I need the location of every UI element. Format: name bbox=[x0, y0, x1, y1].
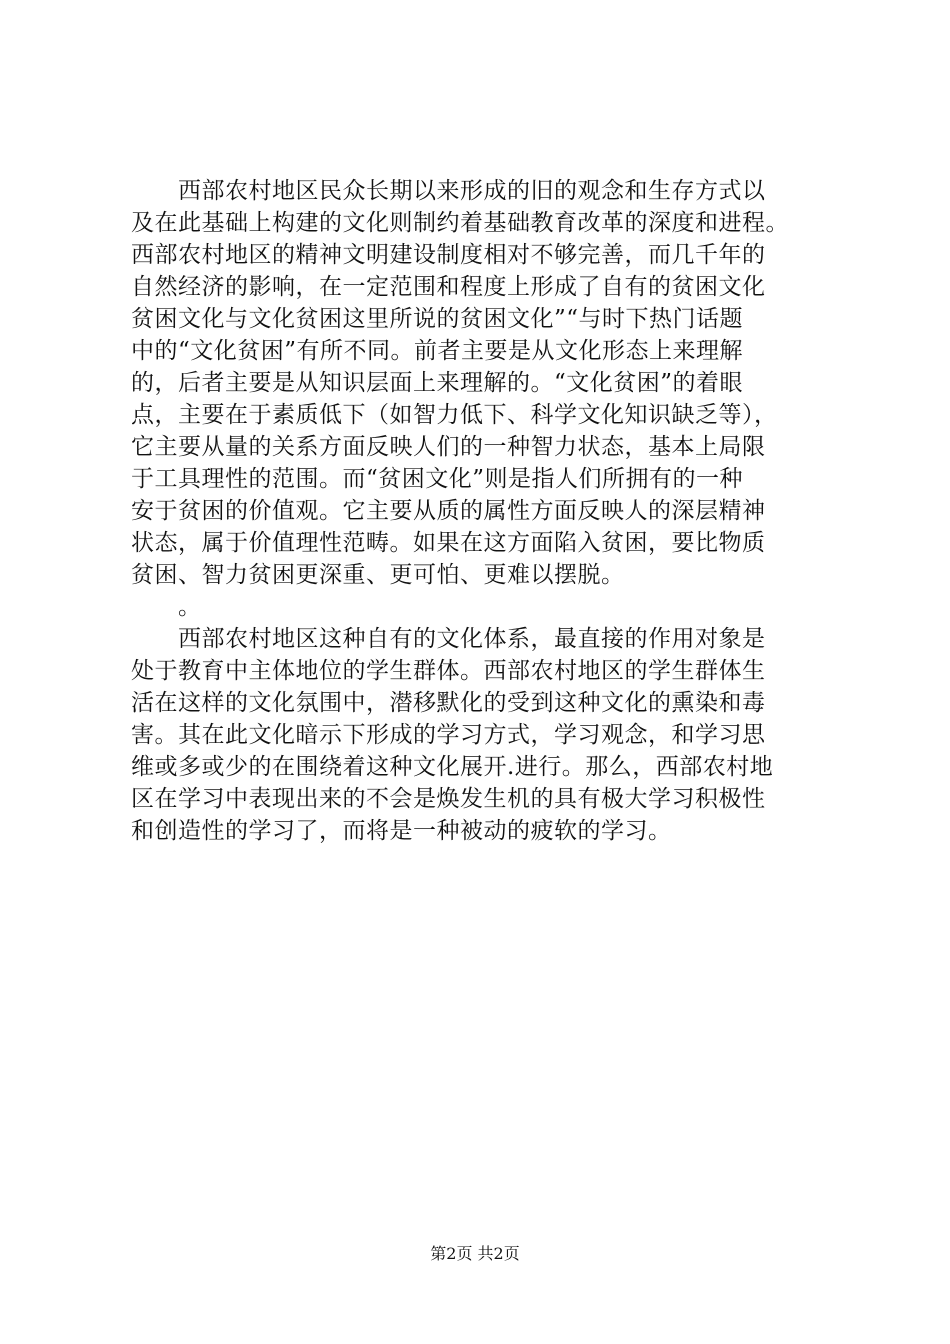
text-line: 害。其在此文化暗示下形成的学习方式，学习观念，和学习思 bbox=[131, 722, 766, 748]
body-text bbox=[131, 175, 833, 847]
paragraph-1 bbox=[131, 175, 833, 623]
text-line: 贫困、智力贫困更深重、更可怕、更难以摆脱。 bbox=[131, 562, 625, 588]
page-footer bbox=[0, 1244, 950, 1264]
text-line: 西部农村地区的精神文明建设制度相对不够完善，而几千年的 bbox=[131, 242, 766, 268]
text-line: 贫困文化与文化贫困这里所说的贫困文化”“与时下热门话题 bbox=[131, 306, 744, 332]
page-number: 第2页 共2页 bbox=[430, 1244, 520, 1263]
text-line: 维或多或少的在围绕着这种文化展开.进行。那么，西部农村地 bbox=[131, 754, 774, 780]
text-line: 西部农村地区民众长期以来形成的旧的观念和生存方式以 bbox=[131, 178, 766, 204]
text-line: 及在此基础上构建的文化则制约着基础教育改革的深度和进程。 bbox=[131, 210, 789, 236]
text-line: 状态，属于价值理性范畴。如果在这方面陷入贫困，要比物质 bbox=[131, 530, 766, 556]
text-line: 活在这样的文化氛围中，潜移默化的受到这种文化的熏染和毒 bbox=[131, 690, 766, 716]
text-line: 中的“文化贫困”有所不同。前者主要是从文化形态上来理解 bbox=[131, 338, 744, 364]
text-line: 的，后者主要是从知识层面上来理解的。“文化贫困”的着眼 bbox=[131, 370, 744, 396]
text-line: 点，主要在于素质低下（如智力低下、科学文化知识缺乏等）， bbox=[131, 402, 778, 428]
text-line: 。 bbox=[131, 594, 202, 620]
text-line: 于工具理性的范围。而“贫困文化”则是指人们所拥有的一种 bbox=[131, 466, 744, 492]
text-line: 和创造性的学习了，而将是一种被动的疲软的学习。 bbox=[131, 818, 672, 844]
text-line: 处于教育中主体地位的学生群体。西部农村地区的学生群体生 bbox=[131, 658, 766, 684]
paragraph-2 bbox=[131, 623, 833, 847]
text-line: 自然经济的影响，在一定范围和程度上形成了自有的贫困文化 bbox=[131, 274, 766, 300]
text-line: 安于贫困的价值观。它主要从质的属性方面反映人的深层精神 bbox=[131, 498, 766, 524]
text-line: 西部农村地区这种自有的文化体系，最直接的作用对象是 bbox=[131, 626, 766, 652]
text-line: 区在学习中表现出来的不会是焕发生机的具有极大学习积极性 bbox=[131, 786, 766, 812]
text-line: 它主要从量的关系方面反映人们的一种智力状态，基本上局限 bbox=[131, 434, 766, 460]
